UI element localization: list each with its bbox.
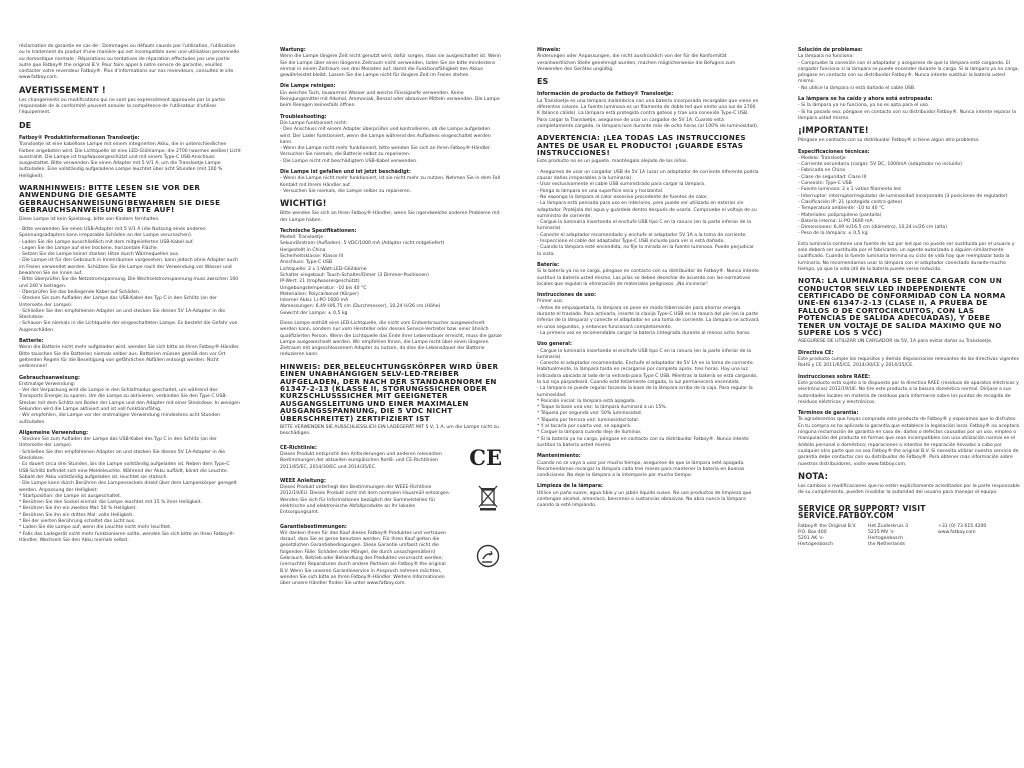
de-troubleshooting-heading: Troubleshooting: [280, 113, 327, 120]
de-ce-text: Dieses Produkt entspricht den Anforderungen und anderen relevanten Bestimmungen der aktuellen europäischen RoHS- und CE-Richtlinien 2011/65/EC, 2014/30/EC und 2014/35/EC. [280, 451, 442, 470]
fr-warranty-tail: réclamation de garantie en cas de : Dommages ou défauts causés par l'utilisation, l'utilisation ou le traitement du produit d'une manière qui est incompatible avec une utilisation personnelle ou domestique normale ; Réparations ou tentatives de réparation effectuées par une partie autre que Fatboy® the original B.V. Pour faire appel à notre service de garantie, veuillez contacter votre revendeur Fatboy®. Plus d'informations sur nos revendeurs, consultez le site www.fatboy.com. [19, 44, 240, 81]
de-general-use-text: - Stecken Sie zum Aufladen der Lampe das USB-Kabel des Typ C in den Schlitz (an der Unterseite der Lampe). - Schließen Sie den empfohlenen Adapter an und stecken Sie diesen 5V 1A-Adapter in die Steckdose. - Es dauert circa drei Stunden, bis die Lampe vollständig aufgeladen ist. Neben dem Type-C USB-Schlitz befindet sich eine Meldeleuchte. Während der Akku auflädt, blinkt die Leuchte. Sobald der Akku vollständig aufgeladen ist, leuchtet sie statisch. - Die Lampe kann durch Berühren des Lampensockels direkt über dem Lampenkörper geregelt werden. Anpassung der Helligkeit: * Startposition: die Lampe ist ausgeschaltet. * Berühren Sie den Sockel einmal: die Lampe leuchtet mit 15 % ihrer Helligkeit. * Berühren Sie ihn ein zweites Mal: 50 % Helligkeit. * Berühren Sie ihn ein drittes Mal: volle Helligkeit. * Bei der vierten Berührung schaltet das Licht aus. * Laden Sie die Lampe auf, wenn die Leuchte nicht mehr leuchtet. * Falls das Ladegerät nicht mehr funktionieren sollte, wenden Sie sich bitte an Ihren Fatboy®-Händler. Wechseln Sie den Akku niemals selbst. [19, 437, 237, 543]
de-cleaning-heading: Die Lampe reinigen: [280, 83, 336, 90]
column-1 [19, 44, 241, 548]
es-warranty-heading: Términos de garantía: [798, 410, 859, 417]
es-maintenance-heading: Mantenimiento: [537, 453, 581, 460]
de-ce-row [280, 442, 502, 475]
de-dropped-heading: Die Lampe ist gefallen und ist jetzt beschädigt: [280, 169, 411, 176]
footer-phone-web[interactable]: +31 (0) 73 615 4200 www.fatboy.com [938, 523, 987, 535]
es-general-use-heading: Uso general: [537, 341, 572, 348]
es-troubleshooting-heading: Solución de problemas: [798, 47, 863, 53]
es-cleaning-heading: Limpieza de la lámpara: [537, 483, 603, 490]
fr-warning-text: Les changements ou modifications qui ne sont pas expressément approuvés par la partie responsable de la conformité peuvent annuler la compétence de l'utilisateur d'utiliser l'équipement. [19, 97, 225, 116]
de-notice-heading: HINWEIS: DER BELEUCHTUNGSKÖRPER WIRD ÜBER EINEN UNABHÄNGIGEN SELV-LED-TREIBER AUFGELADEN, DER NACH DER STANDARDNORM EN 61347-2-13 (KLASSE II, STÖRUNGSSICHER ODER KURZSCHLUSSSICHER MIT GEEIGNETER AUSGANGSLEITUNG UND EINER MAXIMALEN AUSGANGSSPANNUNG, DIE 5 VDC NICHT ÜBERSCHREITET) ZERTIFIZIERT IST [280, 361, 499, 423]
es-usage-heading: Instrucciones de uso: [537, 292, 596, 299]
de-notice-text: BITTE VERWENDEN SIE AUSSCHLIESSLICH EIN LADEGERÄT MIT 5 V, 1 A, um die Lampe nicht zu beschädigen. [280, 425, 499, 437]
column-2 [280, 44, 502, 592]
es-weee-heading: Instrucciones sobre RAEE: [798, 373, 871, 380]
es-product-info-heading: Información de producto de Fatboy® Transloetje: [537, 91, 674, 98]
es-troubleshooting-text: La lámpara no funciona: - Compruebe la conexión con el adaptador y asegúrese de que la lámpara esté cargando. El cargador funciona si la lámpara se puede encender durante la carga. Si la lámpara ya no carga, póngase en contacto con su distribuidor Fatboy®. Nunca intente sustituir la batería usted mismo. - No utilice la lámpara si está dañado el cable USB. [798, 54, 1020, 91]
footer-contact [798, 524, 1020, 548]
weee-bin-icon [474, 484, 502, 512]
es-battery-heading: Batería: [537, 261, 560, 268]
de-note-text: Änderungen oder Anpassungen, die nicht ausdrücklich von der für die Konformität verantwortlichen Stelle genehmigt wurden, machen möglicherweise die Befugnis zum Verwenden des Gerätes ungültig. [537, 54, 736, 72]
es-ce-heading: Directiva CE: [798, 349, 834, 356]
de-warranty-row [280, 521, 502, 592]
lang-heading-de: DE [19, 120, 32, 130]
de-tech-spec-heading: Technische Spezifikationen: [280, 227, 357, 234]
de-battery-text: Wenn die Batterie nicht mehr aufgeladen wird, wenden Sie sich bitte an Ihren Fatboy®-Händler. Bitte tauschen Sie die Batterien niemals selber aus. Batterien müssen gemäß den vor Ort geltenden Regeln für die Beseitigung von gefährlichen Abfällen entsorgt werden. Nicht verbrennen! [19, 345, 240, 370]
es-important-text: Póngase en contacto con su distribuidor Fatboy® si tiene algún otro problema. [798, 138, 980, 144]
es-battery-text: Si la batería ya no se carga, póngase en contacto con su distribuidor de Fatboy®. Nunca intente sustituir la batería usted mismo. Las pilas se deben desechar de acuerdo con las normativas locales que regulan la eliminación de materiales peligrosos. ¡No incinerar! [537, 269, 759, 287]
de-weee-heading: WEEE Anleitung: [280, 477, 326, 484]
es-warning-list: - Asegúrese de usar un cargador USB de 5V 1A (usar un adaptador de corriente diferente podría causar daños irreparables a la luminaria). - Usar exclusivamente el cable USB suministrado para cargar la lámpara. - Ponga la lámpara en una superficie seca y horizontal. - No exponga la lámpara al calor excesivo procedente de fuentes de calor. - La lámpara está pensada para uso en interiores, pero puede ser utilizada en exterior sin adaptador. Protéjala del agua y guárdela dentro después de usarla. Compruebe el voltaje de su suministro de corriente. - Cargue la luminaria insertando el enchufe USB tipo C en la ranura (en la parte inferior de la luminaria). - Conecte el adaptador recomendado y enchufe el adaptador 5V 1A a la toma de corriente. - Inspeccione el cable del adaptador Type-C USB incluido para ver si está dañado. - Cuando la lámpara esté encendida, no fije la mirada en la fuente luminosa. Puede perjudicar la vista. [537, 169, 759, 257]
de-warranty-heading: Garantiebestimmungen: [280, 523, 347, 530]
de-warning-list: - Bitte verwenden Sie einen USB-Adapter mit 5 V/1 A (die Nutzung eines anderen Spannungsadapters kann irreparable Schäden an der Lampe verursachen). - Laden Sie die Lampe ausschließlich mit dem mitgelieferten USB-Kabel auf. - Legen Sie die Lampe auf eine trockene, horizontale Fläche. - Setzen Sie die Lampe keiner starken Hitze durch Wärmequellen aus. - Die Lampe ist für den Gebrauch in Innenräumen vorgesehen, kann jedoch ohne Adapter auch im Freien verwendet werden. Schützen Sie die Lampe nach der Verwendung vor Wasser und bewahren Sie sie innen auf. - Bitte überprüfen Sie die Netzstromspannung. Die Wechselstromspannung muss zwischen 100 und 240 V betragen. - Überprüfen Sie das beiliegende Kabel auf Schäden. - Stecken Sie zum Aufladen der Lampe das USB-Kabel des Typ C in den Schlitz (an der Unterseite der Lampe). - Schließen Sie den empfohlenen Adapter an und stecken Sie diesen 5V 1A-Adapter in die Steckdose. - Schauen Sie niemals in die Lichtquelle der eingeschalteten Lampe. Es besteht die Gefahr von Augenschäden. [19, 226, 239, 333]
de-cleaning-text: Ein weiches Tuch, lauwarmes Wasser und weiche Flüssigseife verwenden. Keine Reinigungsmittel mit Alkohol, Ammoniak, Benzol oder abrasiven Mitteln verwenden. Die Lampe beim Reinigen keinesfalls öffnen. [280, 90, 500, 109]
de-weee-row [280, 475, 502, 521]
de-warranty-text: Wir danken Ihnen für den Kauf dieses Fatboy® Produktes und vertrauen darauf, dass Sie es gerne benutzen werden. Für Ihren Kauf gelten die gesetzlichen Garantiebedingungen. Diese Garantie umfasst nicht die folgenden Fälle: Schäden oder Mängel, die durch unsachgemäße(n) Gebrauch, Betrieb oder Behandlung des Produktes verursacht werden; (versuchte) Reparaturen durch andere Parteien als Fatboy® the original B.V. Wenn Sie unseren Garantieservice in Anspruch nehmen möchten, wenden Sie sich bitte an Ihren Fatboy®-Händler. Weitere Informationen über unsere Händler finden Sie unter www.fatboy.com. [280, 530, 446, 587]
es-general-use-text: - Cargue la luminaria insertando el enchufe USB tipo C en la ranura (en la parte inferior de la luminaria). - Conecte el adaptador recomendado. Enchufe el adaptador de 5V 1A en la toma de corriente. Habitualmente, la lámpara tarda en recargarse por completo aprox. tres horas. Hay una luz indicadora ubicada al lado de la entrada para Type C USB. Mientras la batería se está cargando, la luz roja parpadeará. Cuando esté totalmente cargada, la luz permanecerá encendida. - La lámpara se puede regular tocando la base de la lámpara arriba de la caja. Para regular la luminosidad: * Posición inicial: la lámpara está apagada. * Toque la base una vez: la lámpara iluminará a un 15%. * Tóquela por segunda vez: 50% luminosidad. * Tóquela por tercera vez: luminosidad total. * Y al tocarla por cuarta vez, se apagará. * Cargue la lámpara cuando deje de iluminar. * Si la batería ya no carga, póngase en contacto con su distribuidor Fatboy®. Nunca intente sustituir la batería usted mismo. [537, 348, 758, 448]
es-warranty-text: Te agradecemos que hayas comprado este producto de Fatboy® y esperamos que lo disfrutes. En tu compra se ha aplicado la garantía que establece la legislación local. Fatboy® no aceptará ninguna reclamación de garantía en caso de: daños o defectos causados por un uso, empleo o manipulación del producto en formas que sean incompatibles con una utilización normal en el ámbito personal o doméstico; reparaciones o intentos de reparación llevados a cabo por cualquier otra parte que no sea Fatboy® the original B.V. Si necesita utilizar nuestro servicio de garantía debe contactar con su distribuidor de Fatboy®. Para obtener más información sobre nuestros distribuidores, visite www.fatboy.com. [798, 417, 1019, 467]
de-ce-heading: CE-Richtlinie: [280, 444, 317, 451]
de-important-heading: WICHTIG! [280, 198, 327, 209]
de-general-use-heading: Allgemeine Verwendung: [19, 429, 89, 436]
de-warning-sub: Diese Lampe ist kein Spielzeug, bitte von Kindern fernhalten. [19, 216, 160, 222]
es-warning-heading: ADVERTENCIA: ¡LEA TODAS LAS INSTRUCCIONES ANTES DE USAR EL PRODUCTO! ¡GUARDE ESTAS INSTRUCCIONES! [537, 133, 746, 158]
de-led-text: Diese Lampe enthält eine LED-Lichtquelle, die nicht vom Endverbraucher ausgewechselt werden kann, sondern nur vom Hersteller oder dessen Service-Vertreter bzw. einer ähnlich qualifizierten Person. Wenn die Lichtquelle das Ende ihrer Lebensdauer erreicht, muss die ganze Lampe ausgewechselt werden. Wir empfehlen Ihnen, die Lampe nicht über einen längeren Zeitraum mit angeschlossenem Adapter zu nutzen, da dies die Lebensdauer der Batterie reduzieren kann. [280, 320, 502, 358]
es-tech-spec-heading: Especificaciones técnicas: [798, 148, 870, 155]
fr-warning-heading: AVERTISSEMENT ! [19, 84, 106, 95]
lang-heading-es: ES [537, 77, 549, 87]
es-warning-sub: Este producto no es un juguete, manténgalo alejado de los niños. [537, 159, 688, 165]
es-note-heading: NOTA: [798, 470, 829, 481]
de-product-info-heading: Fatboy® Produktinformationen Transloetje: [19, 134, 140, 141]
es-led-text: Esta luminaria contiene una fuente de luz por led que no puede ser sustituida por el usuario y solo deberá ser sustituida por el fabricante, un agente autorizado o alguien similarmente cualificado. Cuando la fuente luminaria termina su ciclo de vida hay que reemplazar toda la luminaria. No recomendamos usar la lámpara con el adaptador conectado durante mucho tiempo, ya que la vida útil de la batería puede verse reducida. [798, 241, 1015, 272]
es-cleaning-text: Utilice un paño suave, agua tibia y un jabón líquido suave. No use productos de limpieza que contengan alcohol, amoníaco, bencenos o sustancias abrasivas. No abra nunca la lámpara cuando la esté limpiando. [537, 490, 752, 509]
es-dropped-text: - Si la lámpara ya no funciona, ya no es apta para el uso. - Si ha pasado eso, póngase en contacto con su distribuidor Fatboy®. Nunca intente reparar la lámpara usted mismo. [798, 103, 1017, 121]
de-dropped-text: - Wenn die Lampe nicht mehr funktioniert, ist sie nicht mehr zu nutzen. Nehmen Sie in dem Fall Kontakt mit Ihrem Händler auf. - Versuchen Sie niemals, die Lampe selber zu reparieren. [280, 176, 501, 194]
es-note-text: Los cambios o modificaciones que no estén explícitamente acreditados por la parte responsable de su cumplimiento, pueden invalidar la autoridad del usuario para manejar el equipo. [798, 483, 1020, 496]
de-product-info-text: Transloetje ist eine kabellose Lampe mit einem integrierten Akku, die in unterschiedlichen Farben angeboten wird. Die Lichtquelle ist eine LED-Glühlampe, die 2700 (warmes weißes) Licht ausstrahlt. Die Lampe ist tropfwassergeschützt und mit einem Type-C USB-Anschluss ausgestattet. Bitte verwenden Sie einen Adapter mit 5 V/1 A, um die Transloetje Lampe aufzuladen. Eine vollständig aufgeladene Lampe leuchtet über acht Stunden (mit 100 % Helligkeit). [19, 142, 241, 179]
es-notice-heading: NOTA: LA LUMINARIA SE DEBE CARGAR CON UN CONDUCTOR SELV LED INDEPENDIENTE CERTIFICADO DE CONFORMIDAD CON LA NORMA UNE-EN 61347-2-13 (CLASE II, A PRUEBA DE FALLOS O DE CORTOCIRCUITOS, CON LAS POTENCIAS DE SALIDA ADECUADAS), Y DEBE TENER UN VOLTAJE DE SALIDA MÁXIMO QUE NO SUPERE LOS 5 VCC) [798, 276, 1006, 338]
es-usage-text: Primer uso: - Antes de empaquetarla, la lámpara se pone en modo hibernación para ahorrar energía durante el traslado. Para activarla, inserte la clavija Type-C USB en la ranura del pie (en la parte inferior de la lámpara) y conecte el adaptador en una toma de corriente. La lámpara se activará en unos segundos, y entonces funcionará completamente. - La primera vez es recomendable cargar la batería (integrada durante al menos ocho horas. [537, 299, 759, 336]
es-notice-text: ASEGÚRESE DE UTILIZAR UN CARGADOR de 5V, 1A para evitar dañar su Transloetje. [798, 339, 993, 345]
service-support-heading: SERVICE OR SUPPORT? VISIT SERVICE.FATBOY.COM [798, 504, 926, 520]
es-product-info-text: La Transloetje es una lámpara inalámbrica con una batería incorporada recargable que viene en diferentes colores. La fuente luminosa es un filamento de doble led que emite una luz de 2700 K (blanco cálido). La lámpara está protegida contra goteos y trae una conexión Type-C USB. Para cargar la Transloetje, asegúrese de usar un cargador de 5V 1A. Cuando está completamente cargada, la lámpara luce durante más de ocho horas (al 100% de luminosidad). [537, 98, 759, 129]
de-note-heading: Hinweis: [537, 47, 561, 53]
footer-company-address: Fatboy® the Original B.V. P.O. Box 400 5201 AK 's-Hertogenbosch [798, 523, 857, 547]
footer-street-address: Het Zuiderkruis 3 5215 MV 's-Hertogenbosch the Netherlands [868, 523, 909, 547]
column-3 [537, 44, 759, 514]
de-warning-heading: WARNHINWEIS: BITTE LESEN SIE VOR DER ANWENDUNG DIE GESAMTE GEBRAUCHSANWEISUNG!BEWAHREN SIE DIESE GEBRAUCHSANWEISUNG BITTE AUF! [19, 183, 221, 215]
de-usage-text: Erstmalige Verwendung: - Vor der Verpackung wird die Lampe in den Schlafmodus geschaltet, um während des Transports Energie zu sparen. Um die Lampe zu aktivieren, verbinden Sie den Type C USB-Stecker mit dem Schlitz am Boden der Lampe und den Adapter mit einer Steckdose. In wenigen Sekunden wird die Lampe aktiviert und ist voll funktionsfähig. - Wir empfehlen, die Lampe vor der erstmaligen Verwendung mindestens acht Stunden aufzuladen. [19, 381, 240, 425]
es-important-heading: ¡IMPORTANTE! [798, 125, 869, 136]
es-dropped-heading: La lámpara se ha caído y ahora está estropeada: [798, 96, 933, 103]
es-ce-text: Este producto cumple los requisitos y demás disposiciones relevantes de las directivas vigentes RoHS y CE 2011/65/CE, 2014/30/CE y 2014/35/CE. [798, 357, 1020, 369]
de-important-text: Bitte wenden Sie sich an Ihren Fatboy®-Händler, wenn Sie irgendwelche anderen Probleme mit der Lampe haben. [280, 211, 500, 223]
de-weee-text: Dieses Produkt unterliegt den Bestimmungen der WEEE-Richtlinie 2012/19/EU. Dieses Produkt nicht mit dem normalen Hausmüll entsorgen. Wenden Sie sich für Informationen bezüglich der Sammelstellen für elektrische und elektronische Abfallprodukte an Ihr lokales Entsorgungsamt. [280, 485, 451, 516]
recycle-hand-icon [474, 542, 502, 570]
es-weee-text: Este producto está sujeto a lo dispuesto por la directiva RAEE (residuos de aparatos eléctricos y electrónicos) 2012/19/UE. No tire este producto a la basura doméstica normal. Diríjase a sus autoridades locales en materia de residuos para informarse sobre los puntos de recogida de residuos eléctricos y electrónicos. [798, 380, 1019, 405]
de-battery-heading: Batterie: [19, 338, 44, 345]
de-maintenance-text: Wenn die Lampe längere Zeit nicht genutzt wird, dafür sorgen, dass sie ausgeschaltet ist. Wenn Sie die Lampe über einen längeren Zeitraum nicht verwenden, laden Sie sie bitte mindestens einmal in einem Zeitraum von drei Monaten auf, damit die Funktionsfähigkeit des Akkus gewährleistet bleibt. Lassen Sie die Lampe nicht für längere Zeit im Freien stehen. [280, 54, 501, 79]
es-maintenance-text: Cuando no se vaya a usar por mucho tiempo, asegúrese de que la lámpara esté apagada. Recomendamos recargar la lámpara cada tres meses para mantener la batería en buenas condiciones. No deje la lámpara a la intemperie por mucho tiempo. [537, 460, 745, 479]
column-4 [798, 44, 1020, 548]
de-maintenance-heading: Wartung: [280, 47, 306, 53]
es-tech-spec-text: - Modelo: Transloetje - Corriente secundaria (carga): 5V DC, 1000mA (adaptador no incluido) - Fabricada en China - Clase de seguridad: Clase III - Conexión: Type-C USB - Fuente luminosa: 2 x 1 vatios filamento led - Interruptor: interruptor/regulador de luminosidad incorporado (3 posiciones de regulador) - Clasificación IP: 21 (protegida contra goteo) - Temperatura ambiente: -10 to 40 °C - Materiales: polipropileno (pantalla) - Batería interna: Li-PO 1600 mA - Dimensiones: 6,49 in/16,5 cm (diámetro), 10,24 in/26 cm (alta) - Peso de la lámpara: ± 0,5 kg [798, 155, 1008, 237]
ce-mark-icon: CE [469, 445, 502, 471]
de-troubleshooting-text: Die Lampe funktioniert nicht: - Den Anschluss mit einem Adapter überprüfen und kontrollieren, ob die Lampe aufgeladen wird. Der Lader funktioniert, wenn die Lampe während des Aufladens eingeschaltet werden kann. - Wenn die Lampe nicht mehr funktioniert, bitte wenden Sie sich an Ihren Fatboy®-Händler. Versuchen Sie niemals, die Batterie selbst zu reparieren. - Die Lampe nicht mit beschädigtem USB-Kabel verwenden. [280, 120, 491, 164]
de-usage-heading: Gebrauchsanweisung: [19, 374, 80, 381]
de-tech-spec-text: Modell: Transloetje Sekundärstrom (Aufladen): 5 VDC/1000 mA (Adapter nicht mitgeliefert) Hergestellt in China Sicherheitsklasse: Klasse III Anschluss: Type-C USB Lichtquelle: 2 x 1-Watt-LED-Glühbirne Schalter eingebaut: Touch-Schalter/Dimer (3 Dimmer-Positionen) IP-Wert: 21 (tropfwassergeschützt) Umgebungstemperatur: -10 bis 40 °C Materialien: Polycarbonat (Körper) Interner Akku: Li-PO 1600 mA Abmessungen: 6,49 H/6,75 cm (Durchmesser), 10,24 H/26 cm (Höhe) Gewicht der Lampe: ± 0,5 kg [280, 235, 445, 316]
